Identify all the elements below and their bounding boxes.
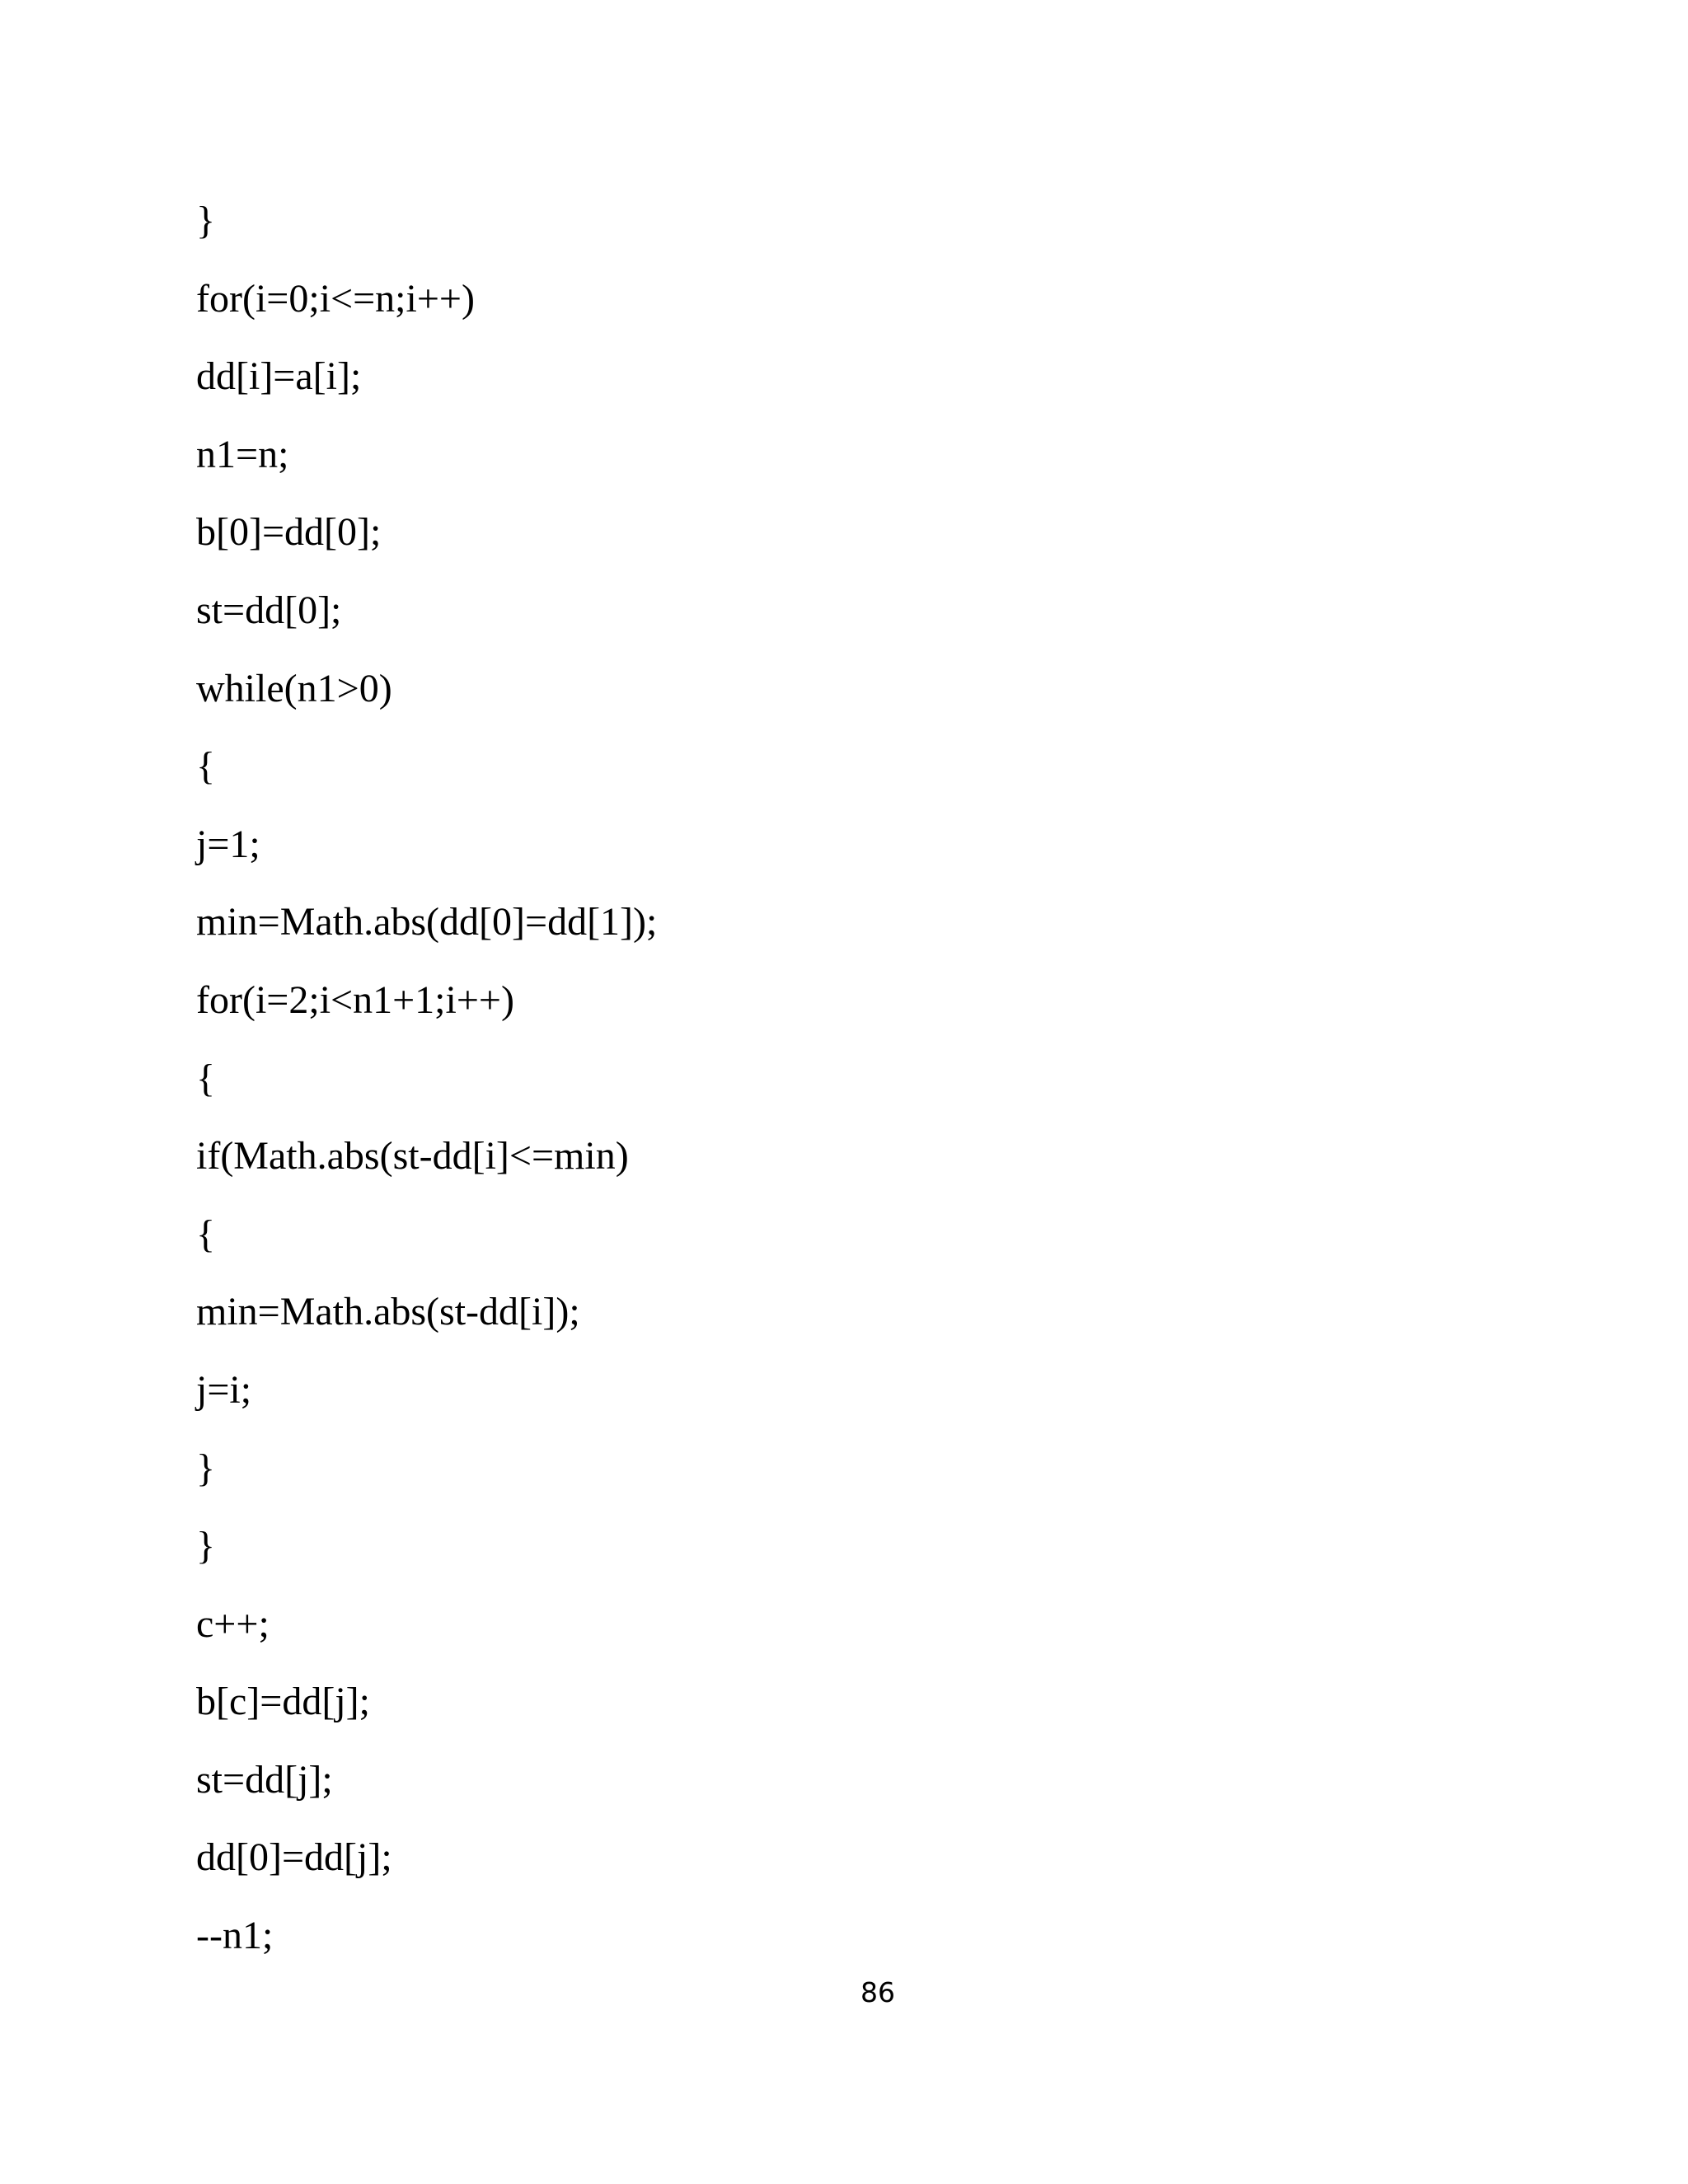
code-line: j=i; [196,1367,252,1412]
page-number: 86 [860,1976,895,2008]
code-line: { [196,1056,216,1100]
code-line: if(Math.abs(st-dd[i]<=min) [196,1134,629,1179]
code-line: min=Math.abs(dd[0]=dd[1]); [196,900,658,944]
code-line: } [196,1446,216,1490]
code-line: dd[0]=dd[j]; [196,1835,392,1880]
code-line: } [196,1524,216,1568]
code-line: n1=n; [196,432,289,476]
code-line: c++; [196,1601,270,1646]
code-line: b[c]=dd[j]; [196,1680,370,1724]
code-line: b[0]=dd[0]; [196,510,382,555]
code-line: { [196,744,216,789]
code-line: dd[i]=a[i]; [196,354,362,399]
code-listing [196,186,657,1980]
code-line: } [196,199,216,242]
code-line: for(i=2;i<n1+1;i++) [196,977,514,1022]
code-line: { [196,1212,216,1256]
code-line: j=1; [196,822,260,866]
code-line: while(n1>0) [196,666,392,710]
code-line: --n1; [196,1914,274,1958]
code-line: st=dd[j]; [196,1757,333,1802]
code-line: for(i=0;i<=n;i++) [196,276,475,321]
code-line: min=Math.abs(st-dd[i]); [196,1290,580,1334]
code-line: st=dd[0]; [196,588,342,632]
